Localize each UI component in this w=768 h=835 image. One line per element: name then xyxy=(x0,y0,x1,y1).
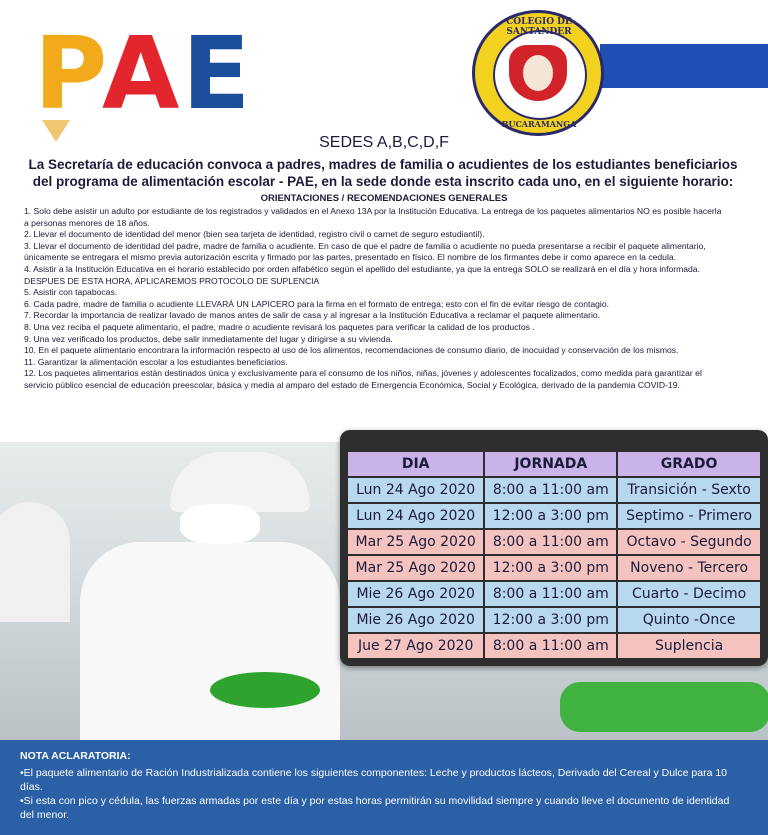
table-row xyxy=(348,582,760,606)
pae-logo-a: A xyxy=(102,15,180,132)
cell-grado: Octavo - Segundo xyxy=(618,530,760,554)
pae-logo-e: E xyxy=(182,15,251,132)
table-row xyxy=(348,504,760,528)
list-item: 7. Recordar la importancia de realizar lavado de manos antes de salir de casa y al ingresar a la Institución Educativa a reclamar el paquete alimentario. xyxy=(24,310,601,321)
schedule-table xyxy=(346,450,762,660)
table-row xyxy=(348,530,760,554)
cell-jornada: 8:00 a 11:00 am xyxy=(485,530,616,554)
header-grado: GRADO xyxy=(618,452,760,476)
cell-grado: Quinto -Once xyxy=(618,608,760,632)
footer-line: •Si esta con pico y cédula, las fuerzas armadas por este día y por estas horas permitirán su movilidad siempre y cuando lleve el documento de identidad del menor. xyxy=(20,795,730,821)
recommendations-list xyxy=(24,206,724,392)
green-plate xyxy=(210,672,320,708)
list-item: 10. En el paquete alimentario encontrara la información respecto al uso de los alimentos, recomendaciones de consumo diario, de inocuidad y conservación de los mismos. xyxy=(24,345,679,356)
section-subtitle: ORIENTACIONES / RECOMENDACIONES GENERALES xyxy=(260,193,508,204)
cell-grado: Transición - Sexto xyxy=(618,478,760,502)
seal-top-text: COLEGIO DE SANTANDER xyxy=(506,17,572,37)
cell-grado: Noveno - Tercero xyxy=(618,556,760,580)
list-item: 3. Llevar el documento de identidad del padre, madre de familia o acudiente. En caso de que el padre de familia o acudiente no pueda presentarse a recibir el paquete alimentario, únicamente se entregara el mismo previa autorización escrita y firmado por las partes, presentado en físico. El nombre de los firmantes debe ir como aparece en la cedula. xyxy=(24,240,706,263)
cell-jornada: 8:00 a 11:00 am xyxy=(485,634,616,658)
table-row xyxy=(348,556,760,580)
footer-heading: NOTA ACLARATORIA: xyxy=(20,750,131,762)
school-seal xyxy=(472,10,604,136)
cell-dia: Mie 26 Ago 2020 xyxy=(348,582,483,606)
table-row xyxy=(348,608,760,632)
cell-grado: Suplencia xyxy=(618,634,760,658)
pae-logo xyxy=(32,15,267,136)
cell-jornada: 12:00 a 3:00 pm xyxy=(485,556,616,580)
cook-figure xyxy=(60,452,340,742)
header-dia: DIA xyxy=(348,452,483,476)
list-item: 5. Asistir con tapabocas. xyxy=(24,287,118,298)
cell-jornada: 8:00 a 11:00 am xyxy=(485,582,616,606)
schedule-panel xyxy=(340,430,768,666)
cook-mask xyxy=(180,504,260,544)
seal-portrait-icon xyxy=(523,55,553,91)
pae-logo-p: P xyxy=(34,15,106,132)
green-trays xyxy=(560,682,768,732)
table-row xyxy=(348,478,760,502)
footer-line: •El paquete alimentario de Ración Industrializada contiene los siguientes componentes: Leche y productos lácteos, Derivado del Cereal y Dulce para 10 días. xyxy=(20,767,728,793)
list-item: 4. Asistir a la Institución Educativa en el horario establecido por orden alfabético según el apellido del estudiante, ya que la entrega SOLO se realizará en el día y hora informada. DESPUES DE ESTA HORA, APLICAREMOS PROTOCOLO DE SUPLENCIA xyxy=(24,263,700,286)
cell-dia: Lun 24 Ago 2020 xyxy=(348,478,483,502)
header-blue-band xyxy=(600,44,768,88)
cook-body xyxy=(80,542,340,742)
lead-paragraph: La Secretaría de educación convoca a padres, madres de familia o acudientes de los estudiantes beneficiarios del programa de alimentación escolar - PAE, en la sede donde esta inscrito cada uno, en el siguiente horario: xyxy=(28,157,738,189)
list-item: 9. Una vez verificado los productos, debe salir inmediatamente del lugar y dirigirse a su vivienda. xyxy=(24,333,393,344)
seal-bottom-text: BUCARAMANGA xyxy=(501,119,577,129)
footer-note xyxy=(0,740,768,835)
cell-jornada: 8:00 a 11:00 am xyxy=(485,478,616,502)
table-row xyxy=(348,634,760,658)
cell-jornada: 12:00 a 3:00 pm xyxy=(485,608,616,632)
cell-grado: Septimo - Primero xyxy=(618,504,760,528)
list-item: 1. Solo debe asistir un adulto por estudiante de los registrados y validados en el Anexo 13A por la Institución Educativa. La entrega de los paquetes alimentarios NO es posible hacerla a personas menores de 18 años. xyxy=(24,206,722,228)
cell-dia: Mar 25 Ago 2020 xyxy=(348,530,483,554)
cell-dia: Lun 24 Ago 2020 xyxy=(348,504,483,528)
cell-dia: Jue 27 Ago 2020 xyxy=(348,634,483,658)
cell-dia: Mie 26 Ago 2020 xyxy=(348,608,483,632)
table-header-row xyxy=(348,452,760,476)
list-item: 6. Cada padre, madre de familia o acudiente LLEVARÁ UN LAPICERO para la firma en el formato de entrega; esto con el fin de evitar riesgo de contagio. xyxy=(24,298,610,309)
list-item: 12. Los paquetes alimentarios están destinados única y exclusivamente para el consumo de los niños, niñas, jóvenes y adolescentes focalizados, como medida para garantizar el servicio público esencial de educación preescolar, básica y media al amparo del estado de Emergencia Económica, Social y Ecológica, derivado de la pandemia COVID-19. xyxy=(24,368,702,390)
cell-jornada: 12:00 a 3:00 pm xyxy=(485,504,616,528)
cell-grado: Cuarto - Decimo xyxy=(618,582,760,606)
list-item: 11. Garantizar la alimentación escolar a los estudiantes beneficiarios. xyxy=(24,356,288,367)
header-jornada: JORNADA xyxy=(485,452,616,476)
cell-dia: Mar 25 Ago 2020 xyxy=(348,556,483,580)
list-item: 8. Una vez reciba el paquete alimentario, el padre, madre o acudiente revisará los paquetes para verificar la calidad de los productos . xyxy=(24,321,535,332)
list-item: 2. Llevar el documento de identidad del menor (bien sea tarjeta de identidad, registro civil o carnet de seguro estudiantil). xyxy=(24,229,485,240)
page-title: SEDES A,B,C,D,F xyxy=(319,134,449,151)
cook-hat xyxy=(170,452,310,512)
